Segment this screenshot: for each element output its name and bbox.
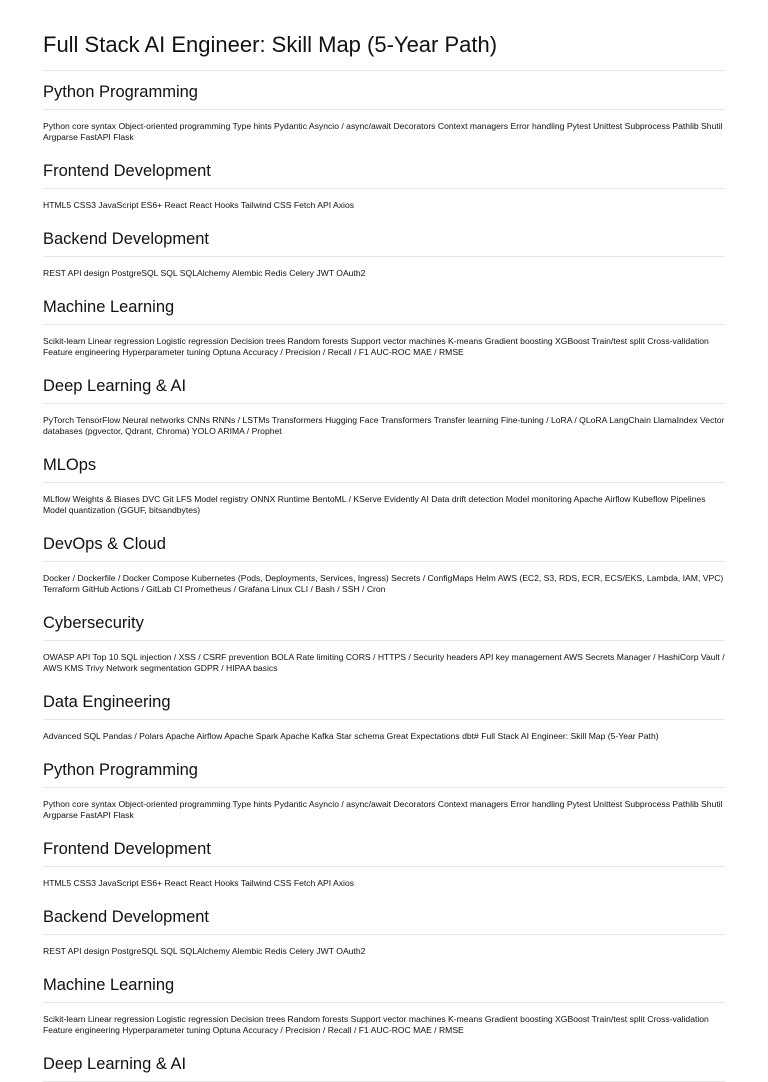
- section-skills: MLflow Weights & Biases DVC Git LFS Model registry ONNX Runtime BentoML / KServe Evidently AI Data drift detection Model monitoring Apache Airflow Kubeflow Pipelines Model quantization (GGUF, bitsandbytes): [43, 494, 706, 515]
- section-heading: Cybersecurity: [43, 602, 725, 641]
- section-heading: Frontend Development: [43, 828, 725, 867]
- section-frontend-development-repeat: [43, 828, 725, 896]
- section-cybersecurity: [43, 602, 725, 681]
- section-heading: Data Engineering: [43, 681, 725, 720]
- section-skills: Python core syntax Object-oriented programming Type hints Pydantic Asyncio / async/await Decorators Context managers Error handling Pytest Unittest Subprocess Pathlib Shutil Argparse FastAPI Flask: [43, 121, 723, 142]
- section-heading: Backend Development: [43, 896, 725, 935]
- section-heading: Deep Learning & AI: [43, 1043, 725, 1082]
- section-heading: Machine Learning: [43, 286, 725, 325]
- section-machine-learning: [43, 286, 725, 365]
- section-mlops: [43, 444, 725, 523]
- section-heading: Frontend Development: [43, 150, 725, 189]
- section-heading: MLOps: [43, 444, 725, 483]
- section-python-programming: [43, 71, 725, 150]
- section-skills: HTML5 CSS3 JavaScript ES6+ React React Hooks Tailwind CSS Fetch API Axios: [43, 200, 355, 210]
- section-frontend-development: [43, 150, 725, 218]
- section-heading: Backend Development: [43, 218, 725, 257]
- section-heading: DevOps & Cloud: [43, 523, 725, 562]
- section-skills: Python core syntax Object-oriented programming Type hints Pydantic Asyncio / async/await Decorators Context managers Error handling Pytest Unittest Subprocess Pathlib Shutil Argparse FastAPI Flask: [43, 799, 723, 820]
- section-heading: Deep Learning & AI: [43, 365, 725, 404]
- section-machine-learning-repeat: [43, 964, 725, 1043]
- section-heading: Machine Learning: [43, 964, 725, 1003]
- section-skills: REST API design PostgreSQL SQL SQLAlchemy Alembic Redis Celery JWT OAuth2: [43, 946, 366, 956]
- section-skills: Scikit-learn Linear regression Logistic regression Decision trees Random forests Support vector machines K-means Gradient boosting XGBoost Train/test split Cross-validation Feature engineering Hyperparameter tuning Optuna Accuracy / Precision / Recall / F1 AUC-ROC MAE / RMSE: [43, 336, 709, 357]
- section-python-programming-repeat: [43, 749, 725, 828]
- section-skills: Docker / Dockerfile / Docker Compose Kubernetes (Pods, Deployments, Services, Ingress) Secrets / ConfigMaps Helm AWS (EC2, S3, RDS, ECR, ECS/EKS, Lambda, IAM, VPC) Terraform GitHub Actions / GitLab CI Prometheus / Grafana Linux CLI / Bash / SSH / Cron: [43, 573, 724, 594]
- section-skills: REST API design PostgreSQL SQL SQLAlchemy Alembic Redis Celery JWT OAuth2: [43, 268, 366, 278]
- section-deep-learning-ai: [43, 365, 725, 444]
- section-deep-learning-ai-repeat: [43, 1043, 725, 1082]
- section-heading: Python Programming: [43, 71, 725, 110]
- section-backend-development-repeat: [43, 896, 725, 964]
- section-skills: PyTorch TensorFlow Neural networks CNNs RNNs / LSTMs Transformers Hugging Face Transformers Transfer learning Fine-tuning / LoRA / QLoRA LangChain LlamaIndex Vector databases (pgvector, Qdrant, Chroma) YOLO ARIMA / Prophet: [43, 415, 725, 436]
- document-title: Full Stack AI Engineer: Skill Map (5-Year Path): [43, 30, 725, 71]
- section-skills: Advanced SQL Pandas / Polars Apache Airflow Apache Spark Apache Kafka Star schema Great Expectations dbt# Full Stack AI Engineer: Skill Map (5-Year Path): [43, 731, 659, 741]
- section-devops-cloud: [43, 523, 725, 602]
- section-data-engineering: [43, 681, 725, 749]
- section-skills: HTML5 CSS3 JavaScript ES6+ React React Hooks Tailwind CSS Fetch API Axios: [43, 878, 355, 888]
- section-heading: Python Programming: [43, 749, 725, 788]
- section-skills: Scikit-learn Linear regression Logistic regression Decision trees Random forests Support vector machines K-means Gradient boosting XGBoost Train/test split Cross-validation Feature engineering Hyperparameter tuning Optuna Accuracy / Precision / Recall / F1 AUC-ROC MAE / RMSE: [43, 1014, 709, 1035]
- section-skills: OWASP API Top 10 SQL injection / XSS / CSRF prevention BOLA Rate limiting CORS / HTTPS / Security headers API key management AWS Secrets Manager / HashiCorp Vault / AWS KMS Trivy Network segmentation GDPR / HIPAA basics: [43, 652, 725, 673]
- section-backend-development: [43, 218, 725, 286]
